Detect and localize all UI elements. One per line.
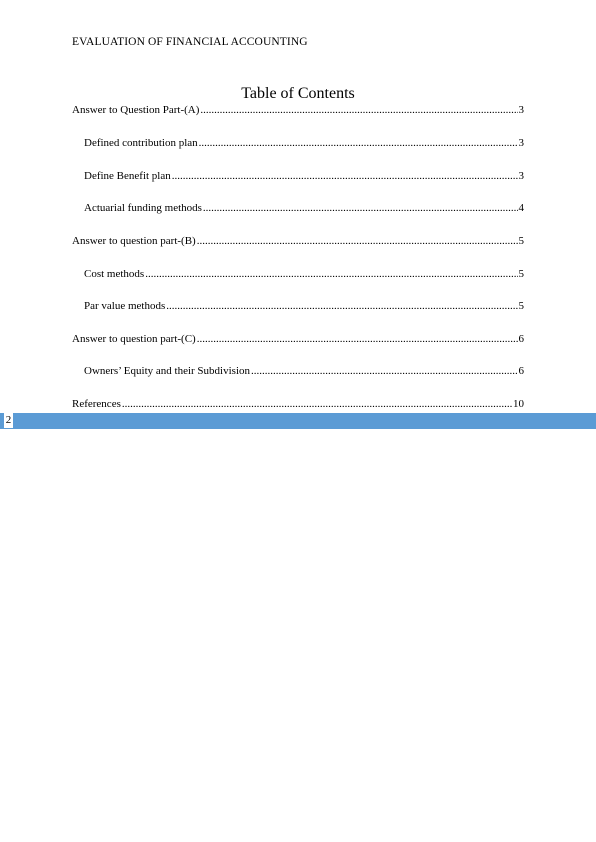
running-header: EVALUATION OF FINANCIAL ACCOUNTING	[72, 36, 308, 48]
page-footer-bar	[0, 413, 596, 429]
toc-entry-page: 5	[518, 235, 524, 247]
toc-dot-leader	[145, 268, 517, 280]
toc-dot-leader	[199, 137, 518, 149]
toc-entry-label: Owners’ Equity and their Subdivision	[84, 365, 250, 377]
toc-dot-leader	[166, 300, 517, 312]
toc-entry-actuarial-funding[interactable]	[84, 202, 524, 214]
toc-entry-label: References	[72, 398, 121, 410]
toc-entry-page: 4	[518, 202, 524, 214]
toc-entry-label: Actuarial funding methods	[84, 202, 202, 214]
toc-entry-cost-methods[interactable]	[84, 268, 524, 280]
toc-dot-leader	[172, 170, 518, 182]
toc-entry-label: Par value methods	[84, 300, 166, 312]
toc-dot-leader	[200, 104, 517, 116]
toc-entry-page: 3	[518, 137, 524, 149]
toc-dot-leader	[251, 365, 518, 377]
toc-title: Table of Contents	[241, 85, 355, 102]
toc-entry-owners-equity[interactable]	[84, 365, 524, 377]
toc-dot-leader	[197, 333, 518, 345]
toc-entry-part-a[interactable]	[72, 104, 524, 116]
toc-entry-page: 6	[518, 333, 524, 345]
toc-entry-label: Answer to question part-(C)	[72, 333, 196, 345]
toc-entry-label: Defined contribution plan	[84, 137, 198, 149]
toc-entry-label: Answer to Question Part-(A)	[72, 104, 200, 116]
toc-dot-leader	[203, 202, 518, 214]
toc-entry-page: 10	[513, 398, 524, 410]
toc-entry-page: 5	[518, 300, 524, 312]
toc-entry-part-c[interactable]	[72, 333, 524, 345]
toc-entry-label: Answer to question part-(B)	[72, 235, 196, 247]
toc-dot-leader	[197, 235, 518, 247]
toc-entry-page: 3	[518, 170, 524, 182]
toc-entry-label: Define Benefit plan	[84, 170, 171, 182]
toc-entry-references[interactable]	[72, 398, 524, 410]
toc-entry-part-b[interactable]	[72, 235, 524, 247]
toc-entry-par-value-methods[interactable]	[84, 300, 524, 312]
toc-entry-page: 6	[518, 365, 524, 377]
toc-entry-label: Cost methods	[84, 268, 145, 280]
toc-dot-leader	[122, 398, 512, 410]
toc-entry-defined-contribution[interactable]	[84, 137, 524, 149]
toc-entry-page: 5	[518, 268, 524, 280]
toc-entry-define-benefit[interactable]	[84, 170, 524, 182]
toc-entry-page: 3	[518, 104, 524, 116]
page-number: 2	[5, 414, 12, 426]
